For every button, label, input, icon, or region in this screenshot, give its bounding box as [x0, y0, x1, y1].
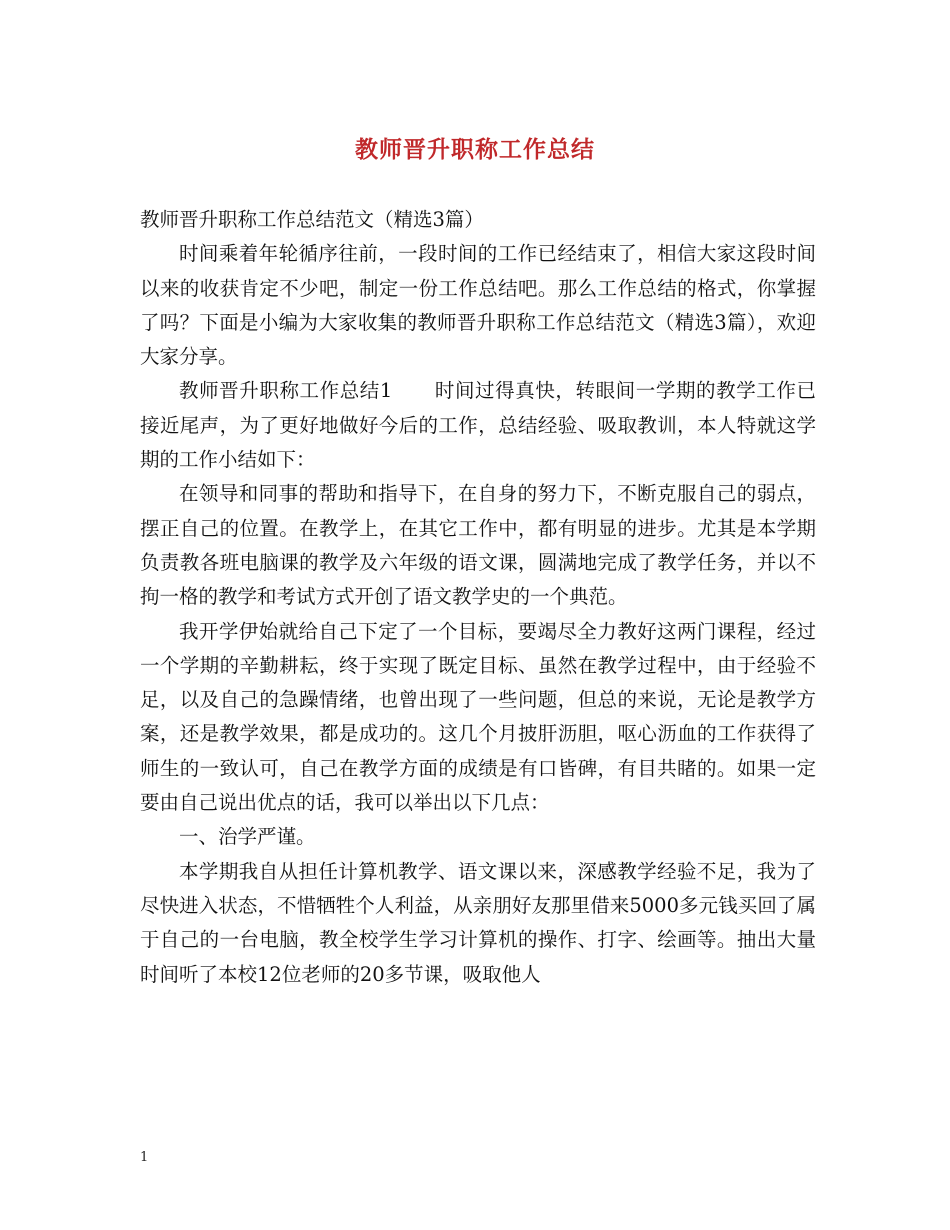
paragraph: 在领导和同事的帮助和指导下，在自身的努力下，不断克服自己的弱点，摆正自己的位置。在教学上，在其它工作中，都有明显的进步。尤其是本学期负责教各班电脑课的教学及六年级的语文课，圆满地完成了教学任务，并以不拘一格的教学和考试方式开创了语文教学史的一个典范。: [140, 482, 816, 609]
document-subtitle: 教师晋升职称工作总结范文（精选3篇）: [140, 208, 484, 231]
document-body: [140, 203, 816, 992]
paragraph-intro: 时间乘着年轮循序往前，一段时间的工作已经结束了，相信大家这段时间以来的收获肯定不少吧，制定一份工作总结吧。那么工作总结的格式，你掌握了吗？下面是小编为大家收集的教师晋升职称工作总结范文（精选3篇），欢迎大家分享。: [140, 242, 816, 369]
paragraph-section-start: [140, 374, 816, 477]
section-intro: 时间过得真快，转眼间一学期的教学工作已接近尾声，为了更好地做好今后的工作，总结经验、吸取教训，本人特就这学期的工作小结如下：: [140, 379, 816, 472]
paragraph: 我开学伊始就给自己下定了一个目标，要竭尽全力教好这两门课程，经过一个学期的辛勤耕耘，终于实现了既定目标、虽然在教学过程中，由于经验不足，以及自己的急躁情绪，也曾出现了一些问题，但总的来说，无论是教学方案，还是教学效果，都是成功的。这几个月披肝沥胆，呕心沥血的工作获得了师生的一致认可，自己在教学方面的成绩是有口皆碑，有目共睹的。如果一定要由自己说出优点的话，我可以举出以下几点：: [140, 619, 816, 815]
page-title: 教师晋升职称工作总结: [355, 136, 595, 163]
list-heading: 一、治学严谨。: [179, 825, 316, 849]
paragraph: 本学期我自从担任计算机教学、语文课以来，深感教学经验不足，我为了尽快进入状态，不惜牺牲个人利益，从亲朋好友那里借来5000多元钱买回了属于自己的一台电脑，教全校学生学习计算机的操作、打字、绘画等。抽出大量时间听了本校12位老师的20多节课，吸取他人: [140, 859, 816, 986]
page-number: 1: [140, 1150, 149, 1165]
section-heading: 教师晋升职称工作总结1: [179, 379, 393, 403]
